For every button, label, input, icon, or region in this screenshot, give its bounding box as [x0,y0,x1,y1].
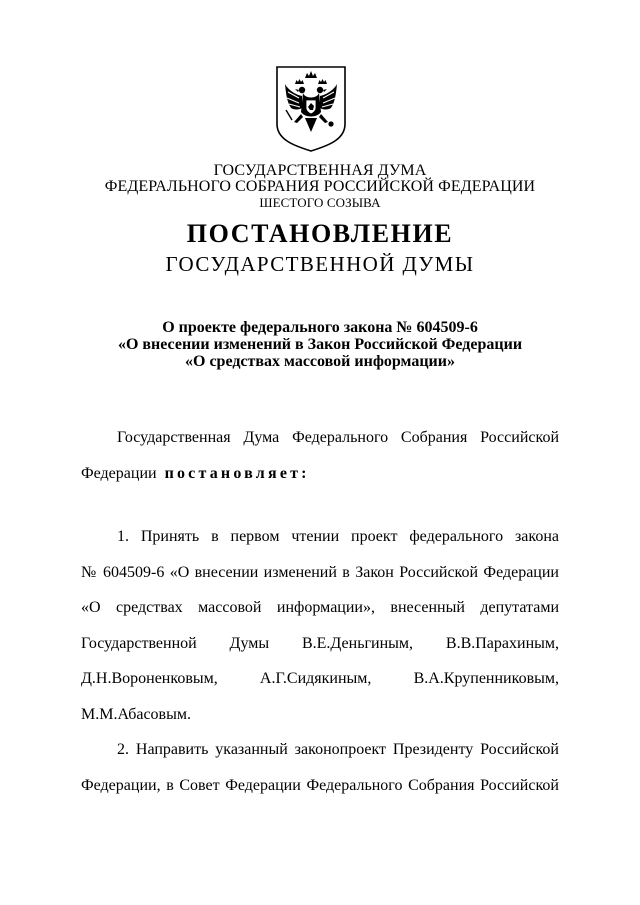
item1-line-3: «О средствах массовой информации», внесенный депутатами [81,599,559,616]
preamble-line-2 [81,456,559,492]
issuer-name: ГОСУДАРСТВЕННАЯ ДУМА [213,162,427,179]
issuer-convocation: ШЕСТОГО СОЗЫВА [259,195,381,210]
document-subtitle: ГОСУДАРСТВЕННОЙ ДУМЫ [165,252,475,276]
item1-line-6: М.М.Абасовым. [81,706,191,723]
item2-line-1: 2. Направить указанный законопроект Президенту Российской [117,741,559,758]
issuer-assembly: ФЕДЕРАЛЬНОГО СОБРАНИЯ РОССИЙСКОЙ ФЕДЕРАЦИИ [104,178,536,195]
item1-line-4: Государственной Думы В.Е.Деньгиным, В.В.Парахиным, [81,635,559,652]
document-title: ПОСТАНОВЛЕНИЕ [186,219,454,248]
item2-line-2: Федерации, в Совет Федерации Федерального Собрания Российской [81,777,559,794]
subject-line-3: «О средствах массовой информации» [185,353,455,370]
coat-of-arms-icon [275,66,347,152]
preamble-text: Федерации [81,465,157,482]
subject-line-1: О проекте федерального закона № 604509-6 [162,319,478,336]
item1-line-1: 1. Принять в первом чтении проект федерального закона [117,528,559,545]
resolution-verb: постановляет: [164,465,310,482]
subject-line-2: «О внесении изменений в Закон Российской Федерации [117,336,523,353]
item1-line-5: Д.Н.Вороненковым, А.Г.Сидякиным, В.А.Крупенниковым, [81,670,559,687]
item1-line-2: № 604509-6 «О внесении изменений в Закон Российской Федерации [81,564,559,581]
preamble-line-1: Государственная Дума Федерального Собрания Российской [117,429,559,446]
